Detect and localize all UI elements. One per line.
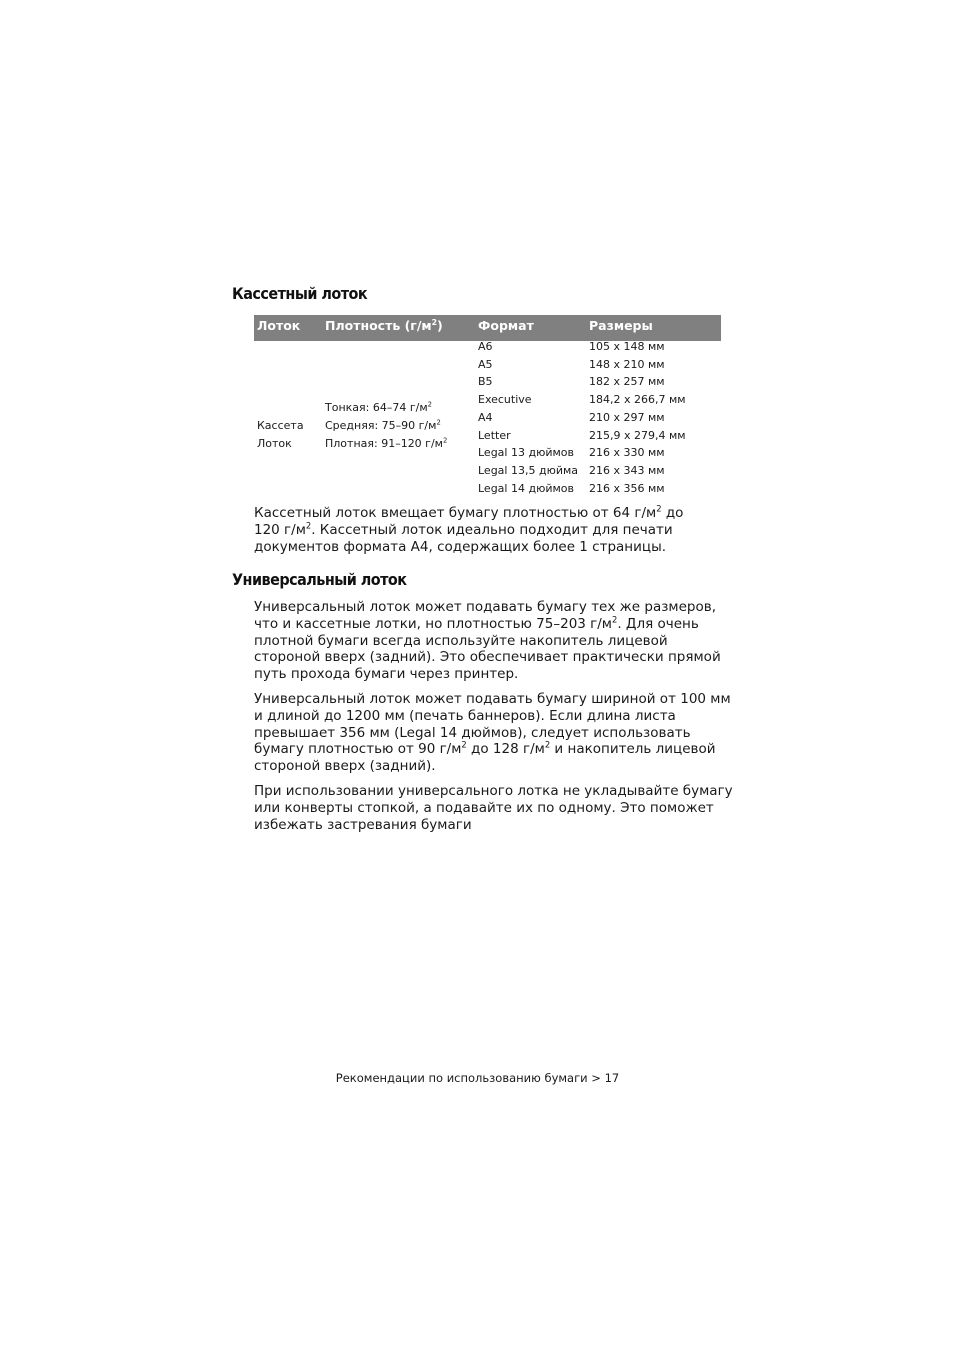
density-thin-text: Тонкая: 64–74 г/м [325, 401, 428, 415]
format-cell: Legal 14 дюймов [478, 481, 574, 495]
superscript: 2 [544, 739, 551, 750]
size-cell: 216 x 343 мм [589, 463, 665, 477]
format-cell: Legal 13 дюймов [478, 446, 574, 460]
universal-tray-paragraph-1 [254, 599, 734, 683]
text-line: превышает 356 мм (Legal 14 дюймов), следует использовать [254, 724, 691, 741]
text-line [254, 741, 734, 758]
text-span: бумагу плотностью от 90 г/м [254, 741, 462, 758]
format-cell: Legal 13,5 дюйма [478, 463, 579, 477]
page-footer: Рекомендации по использованию бумаги > 17 [335, 1071, 620, 1085]
cassette-tray-description [254, 505, 734, 555]
text-span: и накопитель лицевой [550, 741, 716, 758]
tray-label-line2: Лоток [257, 436, 292, 450]
size-cell: 216 x 330 мм [589, 446, 665, 460]
format-cell: B5 [478, 375, 493, 389]
header-format: Формат [478, 318, 534, 333]
text-line [254, 505, 734, 522]
format-cell: Letter [478, 428, 511, 442]
text-line: стороной вверх (задний). [254, 758, 436, 775]
format-cell: A5 [478, 357, 493, 371]
density-thin [325, 399, 432, 417]
text-span: Кассетный лоток вмещает бумагу плотностью от 64 г/м [254, 505, 657, 521]
format-cell: A6 [478, 340, 493, 353]
text-line: и длиной до 1200 мм (печать баннеров). Если длина листа [254, 707, 676, 724]
section-title-cassette-tray: Кассетный лоток [232, 284, 368, 303]
density-medium-text: Средняя: 75–90 г/м [325, 419, 437, 432]
text-line: стороной вверх (задний). Это обеспечивает практически прямой [254, 649, 721, 666]
superscript: 2 [305, 520, 312, 531]
header-density-close: ) [437, 318, 443, 333]
text-line [254, 616, 734, 633]
size-cell: 184,2 x 266,7 мм [589, 393, 686, 407]
text-span: до [661, 505, 684, 521]
text-span: . Кассетный лоток идеально подходит для печати [311, 521, 673, 538]
header-sizes: Размеры [589, 318, 653, 333]
size-cell: 216 x 356 мм [589, 481, 665, 495]
universal-tray-paragraph-2 [254, 691, 734, 775]
text-line: Универсальный лоток может подавать бумагу тех же размеров, [254, 599, 716, 615]
header-density-text: Плотность (г/м [325, 318, 432, 333]
text-line: или конверты стопкой, а подавайте их по одному. Это поможет [254, 799, 714, 816]
table-body [254, 341, 721, 497]
superscript: 2 [461, 739, 467, 750]
text-span: что и кассетные лотки, но плотностью 75–203 г/м [254, 615, 612, 632]
header-density-sup: 2 [431, 317, 438, 327]
size-cell: 148 x 210 мм [589, 357, 665, 371]
text-span: до 128 г/м [466, 741, 545, 758]
text-span: . Для очень [617, 615, 699, 632]
tray-label-line1: Кассета [257, 419, 304, 432]
paper-specs-table [254, 315, 721, 497]
text-line [254, 522, 734, 539]
text-span: 120 г/м [254, 521, 306, 538]
density-thin-sup: 2 [427, 400, 432, 409]
text-line: избежать застревания бумаги [254, 816, 472, 833]
text-line: путь прохода бумаги через принтер. [254, 666, 519, 683]
format-cell: A4 [478, 410, 493, 424]
size-cell: 105 x 148 мм [589, 340, 665, 353]
density-medium-sup: 2 [436, 418, 441, 427]
section-title-universal-tray: Универсальный лоток [232, 570, 407, 589]
universal-tray-paragraph-3 [254, 783, 734, 833]
header-tray: Лоток [257, 318, 301, 333]
text-line: документов формата A4, содержащих более 1 страницы. [254, 538, 667, 555]
superscript: 2 [612, 614, 618, 625]
size-cell: 210 x 297 мм [589, 410, 665, 424]
density-medium [325, 417, 441, 435]
density-heavy-sup: 2 [442, 436, 448, 445]
size-cell: 182 x 257 мм [589, 375, 665, 389]
text-line: При использовании универсального лотка не укладывайте бумагу [254, 783, 733, 799]
header-density [325, 318, 443, 333]
density-heavy-text: Плотная: 91–120 г/м [325, 436, 443, 450]
format-cell: Executive [478, 393, 532, 407]
text-line: плотной бумаги всегда используйте накопитель лицевой [254, 632, 668, 649]
superscript: 2 [656, 503, 662, 514]
size-cell: 215,9 x 279,4 мм [589, 428, 686, 442]
text-line: Универсальный лоток может подавать бумагу шириной от 100 мм [254, 691, 731, 707]
density-heavy [325, 435, 447, 453]
